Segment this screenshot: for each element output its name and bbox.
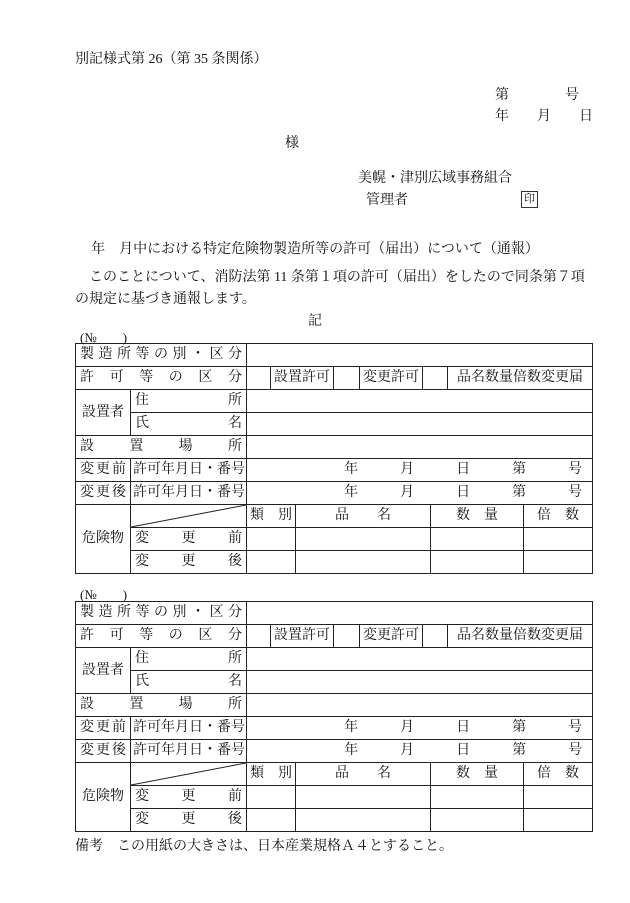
sender-title-row: [366, 189, 538, 209]
document-title: 年 月中における特定危険物製造所等の許可（届出）について（通報）: [91, 242, 539, 257]
diagonal-cell: [131, 763, 247, 786]
hazmat-after-name-cell: [296, 551, 431, 574]
category-value-cell: [247, 602, 593, 625]
before-permit-date-value: 年 月 日 第 号: [247, 459, 593, 482]
before-permit-date-value: 年 月 日 第 号: [247, 717, 593, 740]
diagonal-cell: [131, 505, 247, 528]
hazmat-col-class: 類 別: [247, 763, 296, 786]
addressee-suffix: 様: [285, 136, 299, 151]
hazmat-before-name-cell: [296, 786, 431, 809]
name-value-cell: [247, 413, 593, 436]
before-label: 変更前: [76, 459, 131, 482]
row-hazmat-after: [76, 551, 593, 574]
hazmat-after-label: 変更後: [131, 809, 247, 832]
table2-no-label: (№ ): [80, 587, 128, 602]
hazmat-before-label: 変更前: [131, 528, 247, 551]
hazmat-label: 危険物: [76, 763, 131, 832]
hazmat-before-quantity-cell: [431, 528, 524, 551]
permit-date-label: 許可年月日・番号: [131, 482, 247, 505]
seal-mark: 印: [521, 191, 538, 208]
category-value-cell: [247, 344, 593, 367]
installer-label: 設置者: [76, 648, 131, 694]
hazmat-col-class: 類 別: [247, 505, 296, 528]
row-after-permit-date: [76, 482, 593, 505]
hazmat-after-class-cell: [247, 809, 296, 832]
row-hazmat-header: [76, 505, 593, 528]
hazmat-before-class-cell: [247, 528, 296, 551]
permit-type-label: 許可等の区分: [76, 367, 247, 390]
check-cell-installation: [247, 625, 271, 648]
permit-option-modification: 変更許可: [360, 625, 423, 648]
hazmat-after-label: 変更後: [131, 551, 247, 574]
row-location: [76, 694, 593, 717]
check-cell-modification: [334, 625, 360, 648]
permit-date-label: 許可年月日・番号: [131, 717, 247, 740]
row-installer-address: [76, 390, 593, 413]
permit-option-notification: 品名数量倍数変更届: [448, 625, 593, 648]
hazmat-before-label: 変更前: [131, 786, 247, 809]
hazmat-before-quantity-cell: [431, 786, 524, 809]
doc-number: 第 号: [495, 88, 579, 103]
row-permit-type: [76, 625, 593, 648]
row-before-permit-date: [76, 717, 593, 740]
remarks-note: 備考 この用紙の大きさは、日本産業規格Ａ４とすること。: [75, 839, 453, 854]
name-label: 氏名: [131, 671, 247, 694]
location-value-cell: [247, 436, 593, 459]
hazmat-after-multiple-cell: [524, 809, 593, 832]
diagonal-line: [131, 763, 246, 785]
hazmat-before-class-cell: [247, 786, 296, 809]
hazmat-col-multiple: 倍 数: [524, 505, 593, 528]
check-cell-modification: [334, 367, 360, 390]
hazmat-after-name-cell: [296, 809, 431, 832]
hazmat-col-name: 品 名: [296, 505, 431, 528]
permit-table-1: [75, 343, 593, 574]
row-category: [76, 344, 593, 367]
category-label: 製造所等の別・区分: [76, 344, 247, 367]
row-installer-name: [76, 413, 593, 436]
row-permit-type: [76, 367, 593, 390]
hazmat-after-quantity-cell: [431, 551, 524, 574]
installer-label: 設置者: [76, 390, 131, 436]
hazmat-after-class-cell: [247, 551, 296, 574]
hazmat-col-name: 品 名: [296, 763, 431, 786]
address-value-cell: [247, 390, 593, 413]
form-id: 別記様式第 26（第 35 条関係）: [75, 52, 268, 67]
row-hazmat-after: [76, 809, 593, 832]
table1-no-label: (№ ): [80, 330, 128, 345]
hazmat-after-multiple-cell: [524, 551, 593, 574]
diagonal-line: [131, 505, 246, 527]
row-before-permit-date: [76, 459, 593, 482]
permit-option-installation: 設置許可: [271, 367, 334, 390]
hazmat-col-multiple: 倍 数: [524, 763, 593, 786]
sender-title: 管理者: [366, 193, 408, 208]
row-installer-name: [76, 671, 593, 694]
after-label: 変更後: [76, 740, 131, 763]
permit-date-label: 許可年月日・番号: [131, 740, 247, 763]
row-after-permit-date: [76, 740, 593, 763]
check-cell-installation: [247, 367, 271, 390]
address-label: 住所: [131, 390, 247, 413]
body-paragraph: このことについて、消防法第 11 条第１項の許可（届出）をしたので同条第７項の規定に基づき通報します。: [75, 270, 585, 307]
category-label: 製造所等の別・区分: [76, 602, 247, 625]
row-hazmat-before: [76, 528, 593, 551]
permit-type-label: 許可等の区分: [76, 625, 247, 648]
location-value-cell: [247, 694, 593, 717]
row-category: [76, 602, 593, 625]
name-value-cell: [247, 671, 593, 694]
check-cell-notification: [423, 625, 448, 648]
check-cell-notification: [423, 367, 448, 390]
hazmat-before-multiple-cell: [524, 786, 593, 809]
date-line: 年 月 日: [495, 109, 593, 124]
after-label: 変更後: [76, 482, 131, 505]
after-permit-date-value: 年 月 日 第 号: [247, 482, 593, 505]
name-label: 氏名: [131, 413, 247, 436]
permit-option-notification: 品名数量倍数変更届: [448, 367, 593, 390]
hazmat-label: 危険物: [76, 505, 131, 574]
permit-option-modification: 変更許可: [360, 367, 423, 390]
hazmat-before-name-cell: [296, 528, 431, 551]
hazmat-col-quantity: 数 量: [431, 763, 524, 786]
hazmat-after-quantity-cell: [431, 809, 524, 832]
permit-table-2: [75, 601, 593, 832]
address-label: 住所: [131, 648, 247, 671]
row-hazmat-before: [76, 786, 593, 809]
hazmat-col-quantity: 数 量: [431, 505, 524, 528]
row-installer-address: [76, 648, 593, 671]
row-hazmat-header: [76, 763, 593, 786]
address-value-cell: [247, 648, 593, 671]
sender-org: 美幌・津別広域事務組合: [358, 171, 512, 186]
permit-date-label: 許可年月日・番号: [131, 459, 247, 482]
location-label: 設置場所: [76, 436, 247, 459]
permit-option-installation: 設置許可: [271, 625, 334, 648]
after-permit-date-value: 年 月 日 第 号: [247, 740, 593, 763]
ki-heading: 記: [308, 314, 322, 329]
hazmat-before-multiple-cell: [524, 528, 593, 551]
row-location: [76, 436, 593, 459]
location-label: 設置場所: [76, 694, 247, 717]
before-label: 変更前: [76, 717, 131, 740]
